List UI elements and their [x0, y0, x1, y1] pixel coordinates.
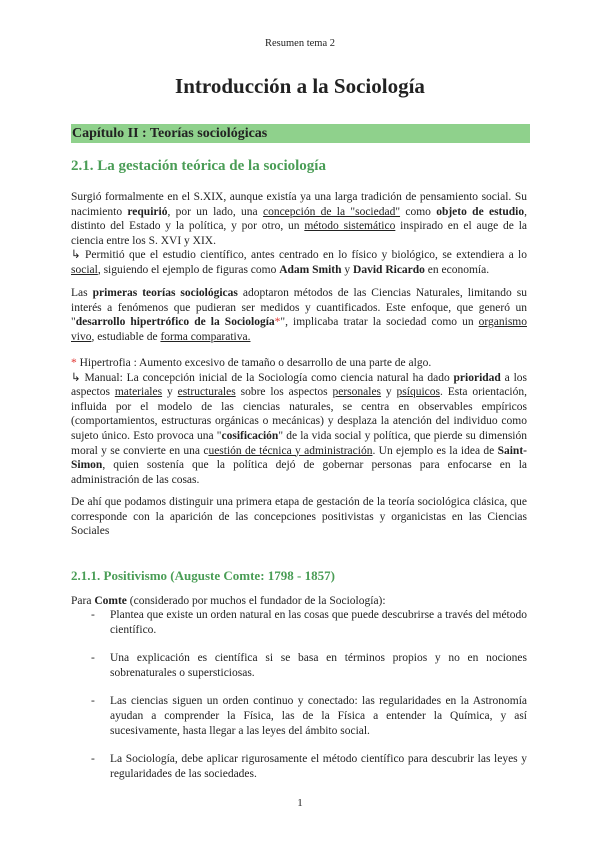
- text-bold: objeto de estudio: [436, 205, 525, 218]
- asterisk-mark: *: [71, 357, 77, 369]
- text-bold: Comte: [94, 595, 127, 607]
- text: De ahí que podamos distinguir una primera etapa de gestación de la teoría sociológica clásica, que corresponde con la aparición de las concepciones positivistas y organicistas en las Ciencias Sociales: [71, 496, 527, 538]
- list-item: [71, 608, 527, 637]
- text-underline: estructurales: [177, 386, 236, 399]
- text-bold: primeras teorías sociológicas: [92, 287, 238, 299]
- text-bold: Adam Smith: [279, 263, 342, 276]
- list-item: [71, 651, 527, 680]
- text: y: [162, 386, 178, 399]
- text: Surgió formalmente en el S.XIX, aunque existía ya una larga tradición de pensamiento social. Su nacimiento: [71, 191, 527, 218]
- text-bold: cosificación: [221, 429, 279, 442]
- text-underline: forma comparativa.: [160, 330, 251, 343]
- list-item-text: Las ciencias siguen un orden continuo y conectado: las regularidades en la Astronomía ayudan a comprender la Física, las de la Física a entender la Química, y así sucesivamente, hasta llegar a las leyes del ámbito social.: [110, 695, 527, 737]
- text: , distinto del Estado y la política, y por otro, un: [71, 205, 527, 233]
- text: , quien sostenía que la política dejó de gobernar personas para enfocarse en la administración de las cosas.: [71, 459, 527, 486]
- bullet-dash: -: [91, 695, 95, 708]
- text-bold: requirió: [127, 205, 168, 218]
- running-header: Resumen tema 2: [265, 38, 335, 49]
- text: y: [341, 263, 354, 276]
- text: a los aspectos: [71, 371, 527, 399]
- bullet-dash: -: [91, 753, 95, 766]
- page-title: Introducción a la Sociología: [175, 74, 425, 98]
- text-bold: Saint-Simon: [71, 444, 527, 472]
- text: y: [381, 386, 397, 399]
- text-bold: desarrollo hipertrófico de la Sociología: [75, 316, 275, 329]
- text: en economía.: [424, 263, 490, 276]
- text: como: [400, 205, 437, 218]
- text: sobre los aspectos: [235, 386, 333, 399]
- text: (considerado por muchos el fundador de la Sociología):: [126, 595, 386, 607]
- section-heading: 2.1. La gestación teórica de la sociología: [71, 158, 326, 174]
- chapter-heading-text: Capítulo II : Teorías sociológicas: [72, 126, 268, 141]
- text: . Esta orientación, influida por el modelo de las ciencias naturales, se centra en observables empíricos (comportamientos, estructuras orgánicas o mecánicas) y desplaza la atención del individuo como sujeto único. Esto provoca una ": [71, 386, 527, 442]
- text-underline: personales: [332, 386, 382, 399]
- text: " de la vida social y política, que pierde su dimensión moral y se convierte en una c: [71, 429, 528, 457]
- text-underline: materiales: [114, 386, 163, 399]
- paragraph-origins: [71, 190, 527, 278]
- paragraph-conclusion: [71, 495, 527, 539]
- paragraph-first-theories: [71, 286, 527, 344]
- text-underline: psíquicos: [396, 386, 440, 399]
- subsection-heading: 2.1.1. Positivismo (Auguste Comte: 1798 - 1857): [71, 568, 335, 583]
- text: adoptaron métodos de las Ciencias Naturales, limitando su interés a fenómenos que pudieran ser medidos y cuantificados. Este enfoque, que generó un ": [71, 287, 527, 329]
- paragraph-hypertrophy: [71, 356, 527, 487]
- text: , siguiendo el ejemplo de figuras como: [97, 263, 280, 276]
- bullet-list: [71, 608, 527, 781]
- text: . Un ejemplo es la idea de: [372, 444, 498, 457]
- text: ", implicaba tratar la sociedad como un: [280, 316, 479, 329]
- list-item-text: Plantea que existe un orden natural en las cosas que puede descubrirse a través del método científico.: [110, 609, 527, 636]
- bullet-dash: -: [91, 609, 95, 621]
- asterisk-mark: *: [274, 316, 281, 329]
- text-underline: social: [71, 263, 98, 276]
- bullet-dash: -: [91, 652, 95, 665]
- list-item-text: La Sociología, debe aplicar rigurosamente el método científico para descubrir las leyes y regularidades de las sociedades.: [110, 753, 527, 780]
- text-bold: David Ricardo: [353, 263, 425, 276]
- text: Hipertrofia : Aumento excesivo de tamaño o desarrollo de una parte de algo.: [76, 357, 432, 369]
- text: ↳ Manual: La concepción inicial de la Sociología como ciencia natural ha dado: [71, 371, 454, 384]
- page-number: 1: [297, 797, 303, 809]
- text-underline: uestión de técnica y administración: [208, 444, 373, 457]
- text: , estudiable de: [91, 330, 161, 343]
- list-item-text: Una explicación es científica si se basa en términos propios y no en nociones sobrenaturales o supersticiosas.: [110, 652, 527, 679]
- text-underline: organismo vivo: [71, 316, 527, 343]
- text: , por un lado, una: [167, 205, 263, 218]
- text-underline: concepción de la "sociedad": [262, 205, 401, 218]
- text: Para: [71, 595, 95, 607]
- paragraph-comte-intro: [71, 594, 527, 609]
- text-underline: método sistemático: [304, 220, 396, 233]
- text: inspirado en el auge de la ciencia entre los S. XVI y XIX.: [71, 220, 528, 247]
- list-item: [71, 752, 527, 781]
- chapter-heading: [71, 124, 530, 143]
- text: Las: [71, 287, 93, 299]
- list-item: [71, 694, 527, 738]
- text-bold: prioridad: [453, 371, 501, 384]
- text: ↳ Permitió que el estudio científico, antes centrado en lo físico y biológico, se extendiera a lo: [71, 249, 527, 262]
